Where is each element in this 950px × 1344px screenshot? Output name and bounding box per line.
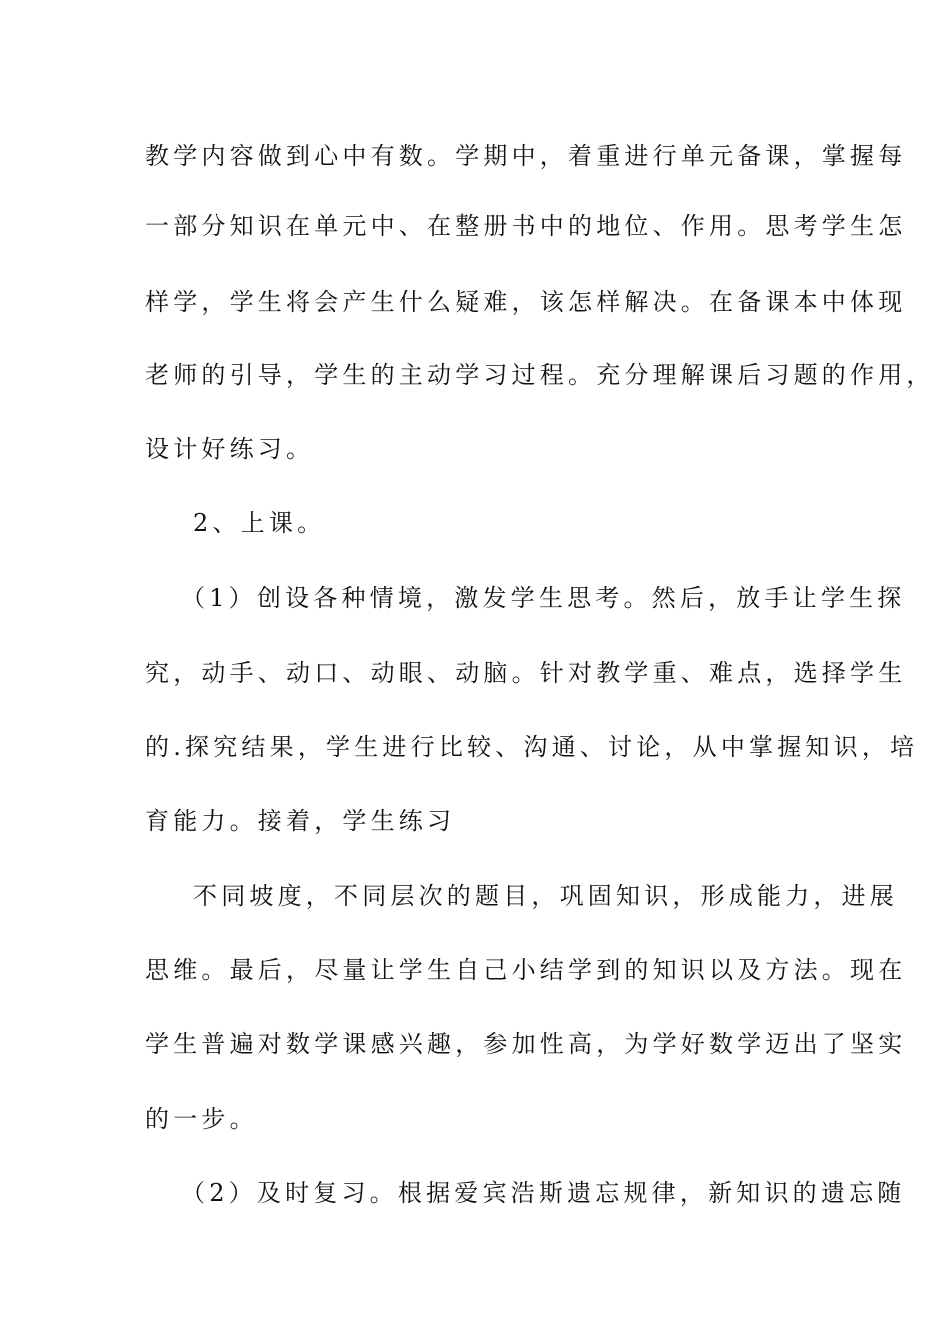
text-line: 不同坡度，不同层次的题目，巩固知识，形成能力，进展 bbox=[193, 882, 898, 910]
text-line: （2）及时复习。根据爱宾浩斯遗忘规律，新知识的遗忘随 bbox=[181, 1179, 906, 1207]
text-line: 学生普遍对数学课感兴趣，参加性高，为学好数学迈出了坚实 bbox=[145, 1030, 907, 1058]
text-line: 思维。最后，尽量让学生自己小结学到的知识以及方法。现在 bbox=[145, 956, 907, 984]
text-line: （1）创设各种情境，激发学生思考。然后，放手让学生探 bbox=[181, 584, 906, 612]
text-line: 究，动手、动口、动眼、动脑。针对教学重、难点，选择学生 bbox=[145, 659, 907, 687]
section-heading: 2、上课。 bbox=[193, 509, 326, 537]
text-line: 老师的引导，学生的主动学习过程。充分理解课后习题的作用， bbox=[145, 361, 935, 389]
text-line: 教学内容做到心中有数。学期中，着重进行单元备课，掌握每 bbox=[145, 142, 907, 170]
text-line: 设计好练习。 bbox=[145, 435, 315, 463]
text-line: 样学，学生将会产生什么疑难，该怎样解决。在备课本中体现 bbox=[145, 288, 907, 316]
text-line: 的一步。 bbox=[145, 1105, 258, 1133]
text-line: 一部分知识在单元中、在整册书中的地位、作用。思考学生怎 bbox=[145, 212, 907, 240]
text-line: 育能力。接着，学生练习 bbox=[145, 807, 456, 835]
text-line: 的.探究结果，学生进行比较、沟通、讨论，从中掌握知识，培 bbox=[145, 733, 919, 761]
